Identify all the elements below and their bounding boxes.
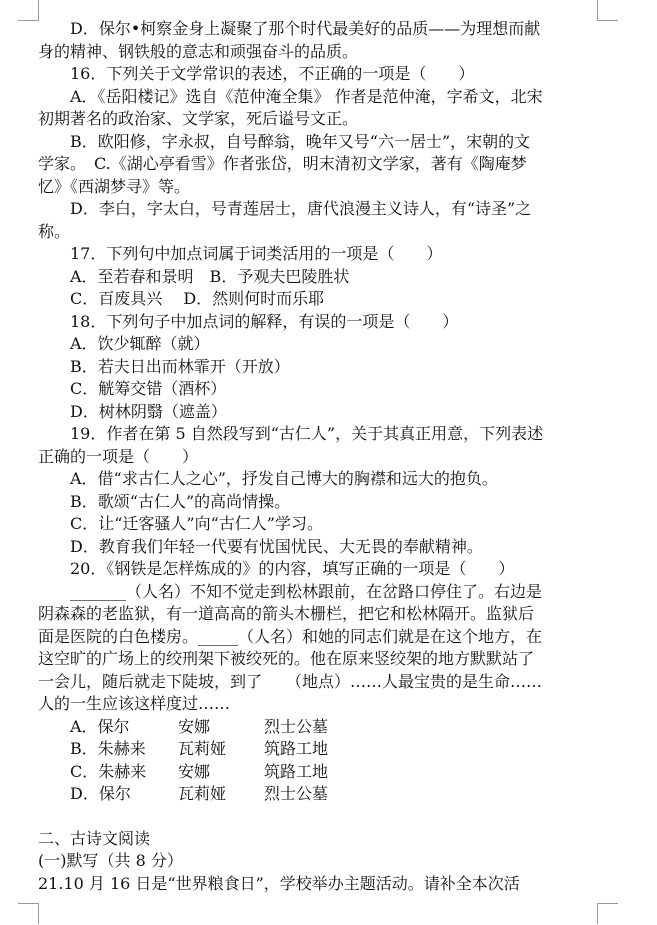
- option-16d-line-2: 称。: [38, 221, 71, 241]
- option-20a: [38, 716, 598, 739]
- question-19-stem-line-2: 正确的一项是（ ）: [38, 446, 199, 466]
- crop-mark-bottom-right: [597, 903, 618, 924]
- option-20c: [38, 761, 598, 784]
- option-16a-line-1: A．《岳阳楼记》选自《范仲淹全集》 作者是范仲淹，字希文，北宋: [70, 86, 543, 106]
- option-20a-name: 安娜: [178, 716, 211, 736]
- option-16c-line-2: 忆》《西湖梦寻》等。: [38, 176, 191, 196]
- option-18c: C．觥筹交错（酒杯）: [70, 379, 227, 398]
- question-18-stem: 18．下列句子中加点词的解释，有误的一项是（ ）: [70, 311, 459, 331]
- passage-line-6: 人的一生应该这样度过……: [38, 694, 231, 713]
- option-20c-place: 筑路工地: [264, 761, 329, 781]
- passage-line-2: 阴森森的老监狱，有一道高高的箭头木栅栏，把它和松林隔开。监狱后: [38, 604, 535, 623]
- passage-line-3: 面是医院的白色楼房。_____（人名）和她的同志们就是在这个地方，在: [38, 626, 543, 646]
- document-body: [38, 18, 598, 895]
- option-16bc-line: 学家。 C.《湖心亭看雪》作者张岱，明末清初文学家，著有《陶庵梦: [38, 154, 527, 173]
- passage-line-1: _______（人名）不知不觉走到松林跟前，在岔路口停住了。右边是: [70, 581, 543, 601]
- question-21-stem: 21.10 月 16 日是“世界粮食日”，学校举办主题活动。请补全本次活: [38, 873, 520, 893]
- option-15d-line-1: D．保尔•柯察金身上凝聚了那个时代最美好的品质——为理想而献: [70, 19, 541, 38]
- option-17ab: A．至若春和景明 B．予观夫巴陵胜状: [70, 266, 350, 286]
- question-19-stem-line-1: 19．作者在第 5 自然段写到“古仁人”，关于其真正用意，下列表述: [70, 424, 544, 443]
- option-20d-place: 烈士公墓: [264, 784, 329, 803]
- option-16b-line-1: B．欧阳修，字永叔，自号醉翁，晚年又号“六一居士”，宋朝的文: [70, 131, 531, 151]
- option-16d-line-1: D．李白，字太白，号青莲居士，唐代浪漫主义诗人，有“诗圣”之: [70, 199, 532, 218]
- option-19d: D．教育我们年轻一代要有忧国忧民、大无畏的奉献精神。: [70, 536, 483, 556]
- option-17cd: C．百废具兴 D．然则何时而乐耶: [70, 289, 325, 308]
- option-20c-name: 安娜: [178, 761, 211, 781]
- option-20b-place: 筑路工地: [264, 739, 329, 758]
- passage-line-5: 一会儿，随后就走下陡坡，到了 （地点）……人最宝贵的是生命……: [38, 671, 543, 691]
- option-20d-name: 瓦莉娅: [178, 784, 227, 803]
- crop-mark-bottom-left: [18, 903, 39, 924]
- option-20d: [38, 783, 598, 806]
- option-19b: B．歌颂“古仁人”的高尚情操。: [70, 491, 291, 511]
- crop-mark-top-left: [18, 0, 39, 21]
- option-20b-name: 瓦莉娅: [178, 739, 227, 758]
- option-19c: C．让“迁客骚人”向“古仁人”学习。: [70, 514, 323, 533]
- option-18d: D．树林阴翳（遮盖）: [70, 401, 227, 421]
- option-20b: [38, 738, 598, 761]
- option-19a: A．借“求古仁人之心”，抒发自己博大的胸襟和远大的抱负。: [70, 469, 498, 488]
- question-17-stem: 17．下列句中加点词属于词类活用的一项是（ ）: [70, 244, 443, 263]
- crop-mark-top-right: [597, 0, 618, 21]
- option-20b-label: B．朱赫来: [70, 739, 146, 758]
- passage-line-4: 这空旷的广场上的绞刑架下被绞死的。他在原来竖绞架的地方默默站了: [38, 649, 535, 668]
- subsection-title: (一)默写（共 8 分）: [38, 851, 183, 870]
- section-gap: [38, 806, 598, 828]
- option-20a-place: 烈士公墓: [264, 716, 329, 736]
- option-20a-label: A．保尔: [70, 716, 130, 736]
- option-20c-label: C．朱赫来: [70, 761, 147, 781]
- option-18b: B．若夫日出而林霏开（开放）: [70, 356, 290, 376]
- question-16-stem: 16．下列关于文学常识的表述，不正确的一项是（ ）: [70, 64, 475, 83]
- option-18a: A．饮少辄醉（就）: [70, 334, 210, 353]
- question-20-stem: 20．《钢铁是怎样炼成的》的内容，填写正确的一项是（ ）: [70, 559, 515, 578]
- option-16a-line-2: 初期著名的政治家、文学家，死后谥号文正。: [38, 109, 359, 128]
- section-title: 二、古诗文阅读: [38, 828, 151, 848]
- option-15d-line-2: 身的精神、钢铁般的意志和顽强奋斗的品质。: [38, 41, 359, 61]
- option-20d-label: D．保尔: [70, 784, 131, 803]
